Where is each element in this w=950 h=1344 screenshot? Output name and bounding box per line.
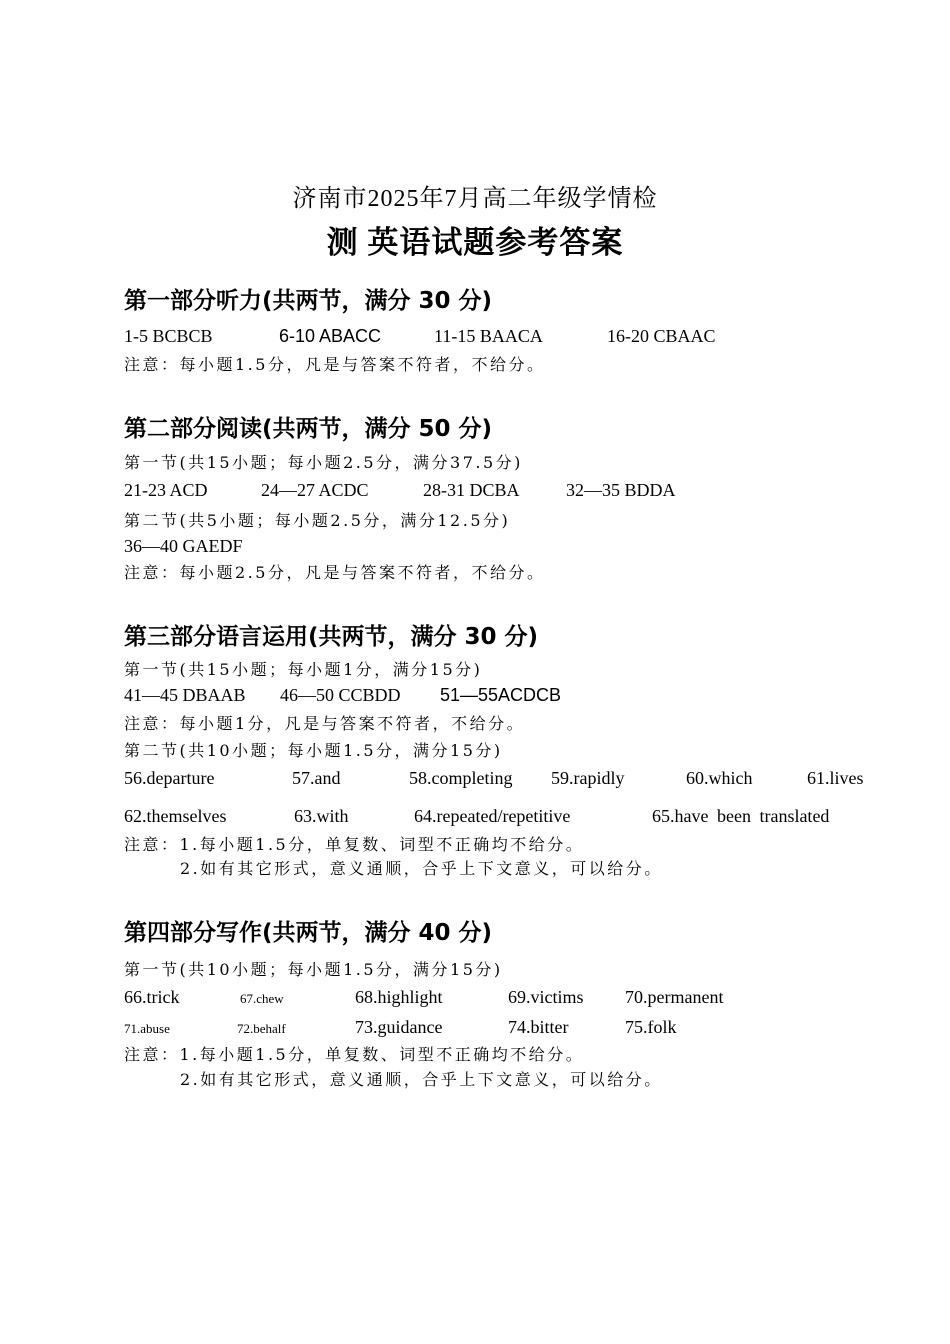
part2-answer-24-27: 24—27 ACDC: [261, 480, 369, 500]
part4-answer-73: 73.guidance: [355, 1017, 443, 1037]
part3-answer-61: 61.lives: [807, 768, 864, 788]
part1-heading: 第一部分听力(共两节，满分 30 分): [124, 288, 493, 314]
part4-note-b: 2.如有其它形式，意义通顺，合乎上下文意义，可以给分。: [180, 1070, 663, 1089]
part3-answer-56: 56.departure: [124, 768, 215, 788]
part2-section1-label: 第一节(共15小题；每小题2.5分，满分37.5分): [124, 453, 523, 472]
part4-heading: 第四部分写作(共两节，满分 40 分): [124, 920, 493, 946]
part4-answer-71: 71.abuse: [124, 1021, 170, 1036]
part1-answer-1-5: 1-5 BCBCB: [124, 326, 213, 346]
document-title-line2: 测 英语试题参考答案: [326, 225, 624, 260]
part1-answer-16-20: 16-20 CBAAC: [607, 326, 716, 346]
part2-answer-28-31: 28-31 DCBA: [423, 480, 520, 500]
part1-answer-6-10: 6-10 ABACC: [279, 326, 382, 346]
part3-answer-51-55: 51—55ACDCB: [440, 685, 562, 705]
part4-answer-68: 68.highlight: [355, 987, 443, 1007]
part3-answer-62: 62.themselves: [124, 806, 227, 826]
part4-answer-75: 75.folk: [625, 1017, 677, 1037]
part3-note1: 注意：每小题1分，凡是与答案不符者，不给分。: [124, 714, 526, 733]
part3-answer-59: 59.rapidly: [551, 768, 625, 788]
part3-section1-label: 第一节(共15小题；每小题1分，满分15分): [124, 660, 483, 679]
part4-answer-69: 69.victims: [508, 987, 584, 1007]
part3-answer-63: 63.with: [294, 806, 349, 826]
part3-answer-64: 64.repeated/repetitive: [414, 806, 571, 826]
part4-answer-67: 67.chew: [240, 991, 284, 1006]
part3-answer-46-50: 46—50 CCBDD: [280, 685, 401, 705]
part3-note2b: 2.如有其它形式，意义通顺，合乎上下文意义，可以给分。: [180, 859, 663, 878]
part3-answer-60: 60.which: [686, 768, 753, 788]
part4-answer-72: 72.behalf: [237, 1021, 286, 1036]
part1-answer-11-15: 11-15 BAACA: [434, 326, 543, 346]
part4-answer-74: 74.bitter: [508, 1017, 569, 1037]
part2-note: 注意：每小题2.5分，凡是与答案不符者，不给分。: [124, 563, 546, 582]
part3-section2-label: 第二节(共10小题；每小题1.5分，满分15分): [124, 741, 503, 760]
part4-answer-70: 70.permanent: [625, 987, 724, 1007]
part3-answer-58: 58.completing: [409, 768, 513, 788]
part3-answer-65: 65.have been translated: [652, 806, 830, 826]
part2-heading: 第二部分阅读(共两节，满分 50 分): [124, 416, 493, 442]
part3-answer-41-45: 41—45 DBAAB: [124, 685, 246, 705]
part4-section1-label: 第一节(共10小题；每小题1.5分，满分15分): [124, 960, 503, 979]
part2-answer-21-23: 21-23 ACD: [124, 480, 208, 500]
part2-answer-32-35: 32—35 BDDA: [566, 480, 676, 500]
part4-answer-66: 66.trick: [124, 987, 180, 1007]
part2-answer-36-40: 36—40 GAEDF: [124, 536, 243, 556]
part3-heading: 第三部分语言运用(共两节，满分 30 分): [124, 624, 539, 650]
part2-section2-label: 第二节(共5小题；每小题2.5分，满分12.5分): [124, 511, 511, 530]
part1-note: 注意：每小题1.5分，凡是与答案不符者，不给分。: [124, 355, 546, 374]
part3-answer-57: 57.and: [292, 768, 341, 788]
part3-note2a: 注意：1.每小题1.5分，单复数、词型不正确均不给分。: [124, 835, 585, 854]
part4-note-a: 注意：1.每小题1.5分，单复数、词型不正确均不给分。: [124, 1045, 585, 1064]
document-title-line1: 济南市2025年7月高二年级学情检: [292, 186, 658, 212]
